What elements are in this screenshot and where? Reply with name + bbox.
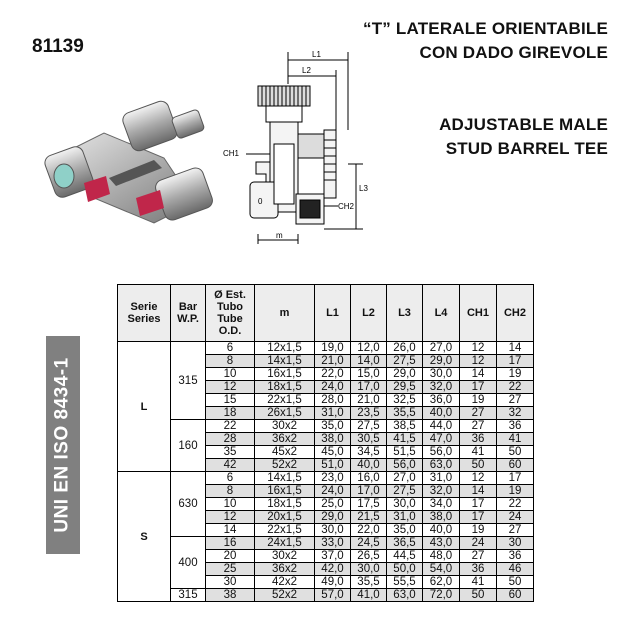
dim-l2-label: L2 <box>302 66 311 75</box>
table-cell: 38,0 <box>315 433 351 446</box>
table-cell: 21,5 <box>351 511 387 524</box>
table-cell: 29,0 <box>387 368 423 381</box>
table-cell: 19 <box>460 524 497 537</box>
table-cell: 34,5 <box>351 446 387 459</box>
dim-ch2-label: CH2 <box>338 202 355 211</box>
col-header-bar: Bar W.P. <box>171 285 206 342</box>
table-cell: 38,0 <box>423 511 460 524</box>
table-cell: 12 <box>206 511 255 524</box>
table-cell: 19 <box>497 368 534 381</box>
table-cell: 40,0 <box>423 524 460 537</box>
table-cell: 24 <box>497 511 534 524</box>
table-cell: 17 <box>497 355 534 368</box>
table-cell: 35 <box>206 446 255 459</box>
table-cell: 15 <box>206 394 255 407</box>
dim-o-label: 0 <box>258 197 263 206</box>
table-cell: 27 <box>497 524 534 537</box>
dim-l1-label: L1 <box>312 50 321 59</box>
table-cell: 45,0 <box>315 446 351 459</box>
table-cell: 63,0 <box>423 459 460 472</box>
table-cell: 27 <box>497 394 534 407</box>
table-cell: 16 <box>206 537 255 550</box>
col-header-od: Ø Est. Tubo Tube O.D. <box>206 285 255 342</box>
table-cell: 12x1,5 <box>255 342 315 355</box>
table-cell: 32,0 <box>423 381 460 394</box>
table-cell: 52x2 <box>255 459 315 472</box>
table-row <box>118 342 534 355</box>
col-header-l2: L2 <box>351 285 387 342</box>
table-cell: 32 <box>497 407 534 420</box>
table-cell: 17 <box>460 381 497 394</box>
table-cell: 22x1,5 <box>255 394 315 407</box>
table-cell: 19 <box>460 394 497 407</box>
table-cell: 36 <box>497 550 534 563</box>
table-cell: 21,0 <box>351 394 387 407</box>
table-cell: 41 <box>460 576 497 589</box>
table-cell: 50 <box>497 576 534 589</box>
pressure-cell: 315 <box>171 342 206 420</box>
pressure-cell: 315 <box>171 589 206 602</box>
table-cell: 48,0 <box>423 550 460 563</box>
table-cell: 30 <box>206 576 255 589</box>
table-cell: 8 <box>206 485 255 498</box>
table-row <box>118 537 534 550</box>
table-cell: 51,5 <box>387 446 423 459</box>
col-header-l3: L3 <box>387 285 423 342</box>
table-cell: 12,0 <box>351 342 387 355</box>
table-cell: 31,0 <box>423 472 460 485</box>
table-cell: 29,0 <box>423 355 460 368</box>
table-cell: 30,5 <box>351 433 387 446</box>
table-cell: 41 <box>460 446 497 459</box>
table-cell: 57,0 <box>315 589 351 602</box>
table-cell: 19,0 <box>315 342 351 355</box>
col-header-ch2: CH2 <box>497 285 534 342</box>
title-english-line2: STUD BARREL TEE <box>445 139 608 158</box>
table-cell: 41,0 <box>351 589 387 602</box>
table-cell: 28,0 <box>315 394 351 407</box>
table-cell: 14 <box>206 524 255 537</box>
table-cell: 35,5 <box>351 576 387 589</box>
table-cell: 63,0 <box>387 589 423 602</box>
col-header-l4: L4 <box>423 285 460 342</box>
table-cell: 51,0 <box>315 459 351 472</box>
table-cell: 50 <box>460 589 497 602</box>
table-cell: 30x2 <box>255 550 315 563</box>
table-cell: 37,0 <box>315 550 351 563</box>
pressure-cell: 630 <box>171 472 206 537</box>
standard-banner <box>46 336 80 554</box>
table-cell: 12 <box>460 355 497 368</box>
table-cell: 29,5 <box>387 381 423 394</box>
table-cell: 25,0 <box>315 498 351 511</box>
table-cell: 27,0 <box>387 472 423 485</box>
table-cell: 44,5 <box>387 550 423 563</box>
table-cell: 36 <box>497 420 534 433</box>
dimensions-table <box>117 284 534 602</box>
table-cell: 30x2 <box>255 420 315 433</box>
pressure-cell: 160 <box>171 420 206 472</box>
table-cell: 24,0 <box>315 381 351 394</box>
table-cell: 17,0 <box>351 381 387 394</box>
table-cell: 52x2 <box>255 589 315 602</box>
table-cell: 17 <box>460 511 497 524</box>
table-cell: 33,0 <box>315 537 351 550</box>
table-cell: 50 <box>497 446 534 459</box>
col-header-m: m <box>255 285 315 342</box>
table-cell: 16x1,5 <box>255 485 315 498</box>
table-cell: 31,0 <box>387 511 423 524</box>
standard-label: UNI EN ISO 8434-1 <box>52 357 73 533</box>
table-cell: 6 <box>206 342 255 355</box>
table-cell: 17 <box>460 498 497 511</box>
table-cell: 45x2 <box>255 446 315 459</box>
table-cell: 50 <box>460 459 497 472</box>
title-italian <box>363 17 608 65</box>
table-cell: 22,0 <box>315 368 351 381</box>
table-cell: 60 <box>497 589 534 602</box>
series-cell: L <box>118 342 171 472</box>
table-cell: 16x1,5 <box>255 368 315 381</box>
table-cell: 27,5 <box>351 420 387 433</box>
table-cell: 24,5 <box>351 537 387 550</box>
table-cell: 20x1,5 <box>255 511 315 524</box>
table-cell: 36x2 <box>255 563 315 576</box>
table-cell: 17,0 <box>351 485 387 498</box>
table-cell: 30,0 <box>315 524 351 537</box>
table-cell: 42x2 <box>255 576 315 589</box>
table-cell: 27 <box>460 550 497 563</box>
table-cell: 38,5 <box>387 420 423 433</box>
table-cell: 17 <box>497 472 534 485</box>
table-cell: 26x1,5 <box>255 407 315 420</box>
table-cell: 22 <box>497 381 534 394</box>
table-row <box>118 472 534 485</box>
table-cell: 22,0 <box>351 524 387 537</box>
table-cell: 41,5 <box>387 433 423 446</box>
technical-drawing <box>218 44 368 244</box>
title-italian-line2: CON DADO GIREVOLE <box>419 43 608 62</box>
table-cell: 15,0 <box>351 368 387 381</box>
table-cell: 47,0 <box>423 433 460 446</box>
table-cell: 30,0 <box>423 368 460 381</box>
table-cell: 40,0 <box>423 407 460 420</box>
table-cell: 19 <box>497 485 534 498</box>
col-header-ch1: CH1 <box>460 285 497 342</box>
table-cell: 23,5 <box>351 407 387 420</box>
dim-ch1-label: CH1 <box>223 149 240 158</box>
table-cell: 29,0 <box>315 511 351 524</box>
table-cell: 24x1,5 <box>255 537 315 550</box>
table-cell: 34,0 <box>423 498 460 511</box>
table-cell: 27,5 <box>387 485 423 498</box>
fitting-photo <box>44 98 224 238</box>
product-code: 81139 <box>32 36 84 57</box>
table-cell: 26,5 <box>351 550 387 563</box>
table-cell: 27,0 <box>423 342 460 355</box>
table-cell: 43,0 <box>423 537 460 550</box>
table-cell: 21,0 <box>315 355 351 368</box>
table-cell: 36,5 <box>387 537 423 550</box>
table-cell: 25 <box>206 563 255 576</box>
table-cell: 62,0 <box>423 576 460 589</box>
table-cell: 50,0 <box>387 563 423 576</box>
title-italian-line1: “T” LATERALE ORIENTABILE <box>363 19 608 38</box>
table-cell: 30,0 <box>351 563 387 576</box>
table-cell: 12 <box>206 381 255 394</box>
table-cell: 10 <box>206 498 255 511</box>
table-cell: 44,0 <box>423 420 460 433</box>
table-cell: 14x1,5 <box>255 355 315 368</box>
table-cell: 14x1,5 <box>255 472 315 485</box>
table-cell: 28 <box>206 433 255 446</box>
table-cell: 30,0 <box>387 498 423 511</box>
col-header-l1: L1 <box>315 285 351 342</box>
dim-m-label: m <box>276 231 283 240</box>
table-cell: 27,5 <box>387 355 423 368</box>
table-cell: 32,5 <box>387 394 423 407</box>
table-row <box>118 420 534 433</box>
table-row <box>118 589 534 602</box>
table-cell: 12 <box>460 342 497 355</box>
table-cell: 60 <box>497 459 534 472</box>
table-cell: 55,5 <box>387 576 423 589</box>
table-cell: 36x2 <box>255 433 315 446</box>
table-cell: 18x1,5 <box>255 381 315 394</box>
table-cell: 22 <box>497 498 534 511</box>
table-cell: 35,0 <box>315 420 351 433</box>
table-cell: 27 <box>460 420 497 433</box>
table-cell: 22 <box>206 420 255 433</box>
table-cell: 36 <box>460 433 497 446</box>
table-cell: 12 <box>460 472 497 485</box>
table-cell: 56,0 <box>387 459 423 472</box>
table-cell: 41 <box>497 433 534 446</box>
table-cell: 17,5 <box>351 498 387 511</box>
title-english <box>439 113 608 161</box>
table-cell: 24,0 <box>315 485 351 498</box>
title-english-line1: ADJUSTABLE MALE <box>439 115 608 134</box>
table-cell: 14 <box>497 342 534 355</box>
table-cell: 14 <box>460 368 497 381</box>
table-cell: 72,0 <box>423 589 460 602</box>
table-cell: 16,0 <box>351 472 387 485</box>
table-cell: 22x1,5 <box>255 524 315 537</box>
table-cell: 18x1,5 <box>255 498 315 511</box>
table-cell: 30 <box>497 537 534 550</box>
table-cell: 14 <box>460 485 497 498</box>
table-cell: 23,0 <box>315 472 351 485</box>
table-cell: 36 <box>460 563 497 576</box>
dim-l3-label: L3 <box>359 184 368 193</box>
table-cell: 18 <box>206 407 255 420</box>
pressure-cell: 400 <box>171 537 206 589</box>
table-cell: 26,0 <box>387 342 423 355</box>
table-cell: 35,5 <box>387 407 423 420</box>
table-cell: 35,0 <box>387 524 423 537</box>
table-cell: 40,0 <box>351 459 387 472</box>
table-cell: 38 <box>206 589 255 602</box>
table-cell: 56,0 <box>423 446 460 459</box>
table-cell: 32,0 <box>423 485 460 498</box>
table-cell: 46 <box>497 563 534 576</box>
table-cell: 31,0 <box>315 407 351 420</box>
table-cell: 27 <box>460 407 497 420</box>
table-cell: 6 <box>206 472 255 485</box>
table-cell: 24 <box>460 537 497 550</box>
table-cell: 10 <box>206 368 255 381</box>
table-cell: 54,0 <box>423 563 460 576</box>
table-cell: 14,0 <box>351 355 387 368</box>
table-cell: 49,0 <box>315 576 351 589</box>
table-cell: 20 <box>206 550 255 563</box>
table-cell: 42,0 <box>315 563 351 576</box>
series-cell: S <box>118 472 171 602</box>
table-cell: 36,0 <box>423 394 460 407</box>
table-header-row <box>118 285 534 342</box>
table-cell: 42 <box>206 459 255 472</box>
col-header-serie: Serie Series <box>118 285 171 342</box>
table-cell: 8 <box>206 355 255 368</box>
